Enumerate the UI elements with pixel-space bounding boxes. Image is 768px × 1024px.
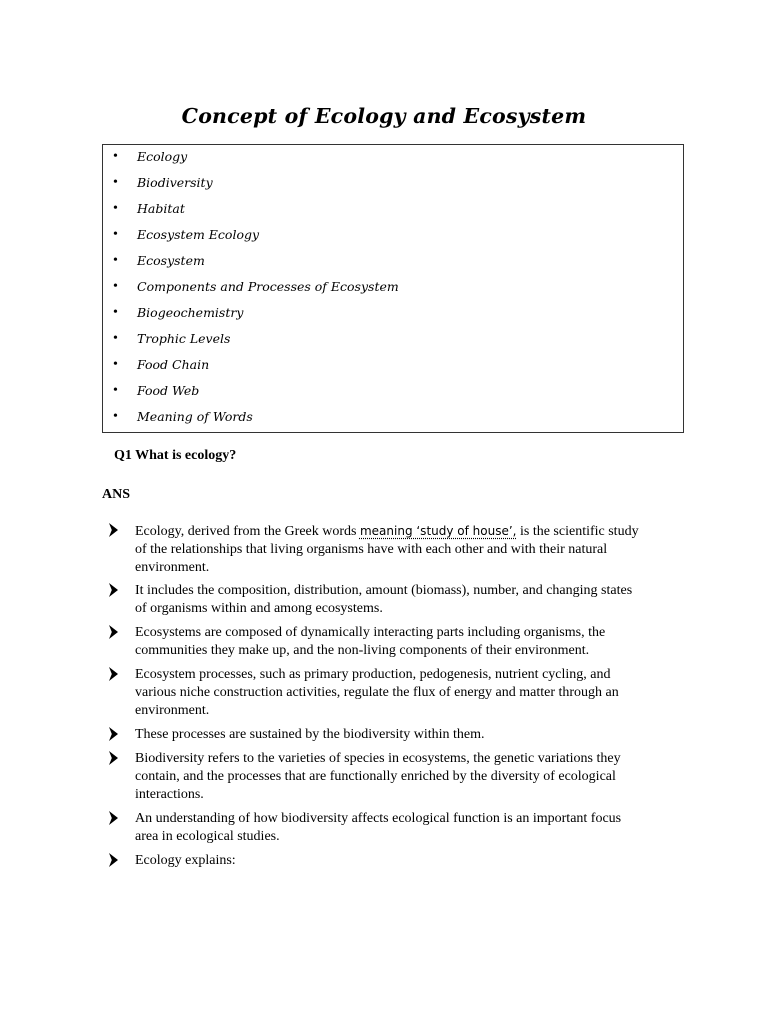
topic-label: Meaning of Words (137, 409, 253, 424)
answer-text (135, 810, 680, 846)
answer-text (135, 582, 680, 618)
bullet-icon: • (113, 305, 118, 320)
answer-line: environment. (135, 703, 210, 718)
topics-box (102, 144, 684, 433)
arrowhead-bullet-icon (109, 811, 118, 825)
answer-heading: ANS (102, 487, 131, 502)
bullet-icon: • (113, 253, 118, 268)
answer-line: various niche construction activities, regulate the flux of energy and matter through an (135, 685, 619, 700)
answer-line: communities they make up, and the non-living components of their environment. (135, 643, 590, 658)
arrowhead-bullet-icon (109, 853, 118, 867)
answer-text (135, 852, 680, 870)
answer-line: These processes are sustained by the biodiversity within them. (135, 727, 485, 742)
answer-text (135, 624, 680, 660)
topic-label: Food Chain (137, 357, 210, 372)
topic-label: Components and Processes of Ecosystem (137, 279, 399, 294)
bullet-icon: • (113, 279, 118, 294)
topic-label: Ecosystem Ecology (137, 227, 260, 242)
bullet-icon: • (113, 149, 118, 164)
bullet-icon: • (113, 201, 118, 216)
question-heading: Q1 What is ecology? (114, 448, 237, 463)
arrowhead-bullet-icon (109, 523, 118, 537)
bullet-icon: • (113, 409, 118, 424)
answer-line: Ecosystem processes, such as primary production, pedogenesis, nutrient cycling, and (135, 667, 611, 682)
answer-line: area in ecological studies. (135, 829, 280, 844)
answer-segment: Ecology, derived from the Greek words (135, 524, 357, 539)
arrowhead-bullet-icon (109, 667, 118, 681)
topic-label: Biogeochemistry (137, 305, 244, 320)
topic-label: Ecology (137, 149, 188, 164)
arrowhead-bullet-icon (109, 751, 118, 765)
answer-line: interactions. (135, 787, 204, 802)
answer-line: environment. (135, 560, 210, 575)
bullet-icon: • (113, 227, 118, 242)
topic-label: Habitat (137, 201, 185, 216)
answer-text (135, 726, 680, 744)
answer-text (135, 750, 680, 804)
answer-text (135, 666, 680, 720)
answer-line: of the relationships that living organisms have with each other and with their natural (135, 542, 608, 557)
bullet-icon: • (113, 175, 118, 190)
topic-label: Ecosystem (137, 253, 205, 268)
answer-line: It includes the composition, distribution, amount (biomass), number, and changing states (135, 583, 633, 598)
topic-label: Food Web (137, 383, 200, 398)
topic-label: Trophic Levels (137, 331, 231, 346)
answer-line: Biodiversity refers to the varieties of species in ecosystems, the genetic variations they (135, 751, 621, 766)
arrowhead-bullet-icon (109, 727, 118, 741)
answer-segment: is the scientific study (519, 524, 639, 539)
greek-meaning-quote: meaning ‘study of house’, (359, 524, 517, 538)
answer-line: Ecology explains: (135, 853, 236, 868)
answer-line: of organisms within and among ecosystems. (135, 601, 383, 616)
bullet-icon: • (113, 357, 118, 372)
arrowhead-bullet-icon (109, 583, 118, 597)
bullet-icon: • (113, 383, 118, 398)
bullet-icon: • (113, 331, 118, 346)
topic-label: Biodiversity (137, 175, 213, 190)
answer-text (135, 522, 680, 577)
answer-line: contain, and the processes that are functionally enriched by the diversity of ecological (135, 769, 616, 784)
answer-line (135, 522, 680, 541)
arrowhead-bullet-icon (109, 625, 118, 639)
answer-line: Ecosystems are composed of dynamically interacting parts including organisms, the (135, 625, 606, 640)
page-title: Concept of Ecology and Ecosystem (181, 103, 587, 128)
answer-line: An understanding of how biodiversity affects ecological function is an important focus (135, 811, 622, 826)
